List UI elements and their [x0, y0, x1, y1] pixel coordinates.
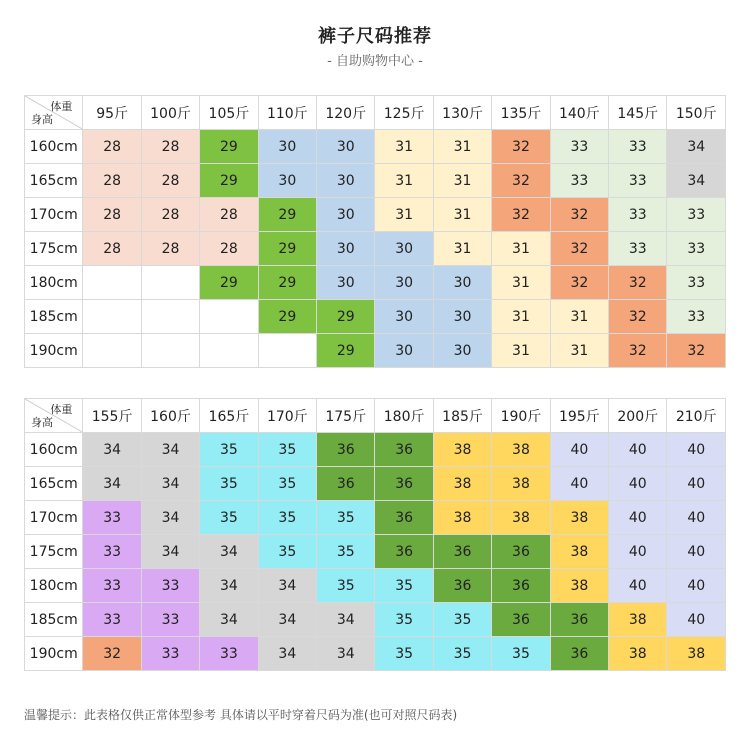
size-cell: 33 [200, 637, 258, 671]
size-cell: 28 [83, 198, 141, 232]
size-table-2 [24, 398, 726, 671]
size-cell: 32 [550, 232, 608, 266]
size-cell: 34 [317, 637, 375, 671]
size-cell: 28 [141, 130, 199, 164]
size-cell: 38 [667, 637, 726, 671]
size-cell: 40 [667, 603, 726, 637]
row-height-label: 180cm [25, 266, 83, 300]
size-cell: 34 [141, 535, 199, 569]
size-cell: 33 [609, 198, 667, 232]
size-cell: 35 [433, 603, 491, 637]
size-cell: 30 [375, 232, 433, 266]
column-header: 175斤 [317, 399, 375, 433]
table-row [25, 467, 726, 501]
row-height-label: 170cm [25, 198, 83, 232]
row-height-label: 160cm [25, 130, 83, 164]
corner-weight-label: 体重 [50, 100, 73, 113]
size-cell: 34 [667, 164, 726, 198]
size-cell: 30 [317, 232, 375, 266]
size-cell [83, 266, 141, 300]
size-cell: 32 [492, 164, 550, 198]
size-cell: 38 [492, 501, 550, 535]
size-cell: 29 [258, 232, 316, 266]
size-cell: 33 [83, 501, 141, 535]
size-cell: 35 [200, 467, 258, 501]
size-cell: 32 [83, 637, 141, 671]
table-row [25, 266, 726, 300]
table-row [25, 569, 726, 603]
size-cell: 34 [200, 603, 258, 637]
size-cell: 33 [667, 232, 726, 266]
size-cell: 40 [667, 501, 726, 535]
table-row [25, 164, 726, 198]
size-cell: 36 [317, 433, 375, 467]
table-row [25, 198, 726, 232]
size-cell: 30 [258, 164, 316, 198]
size-cell: 36 [492, 535, 550, 569]
size-cell: 31 [375, 164, 433, 198]
corner-height-label: 身高 [31, 416, 53, 429]
size-cell: 29 [200, 266, 258, 300]
size-cell: 33 [667, 266, 726, 300]
column-header: 200斤 [609, 399, 667, 433]
column-header: 105斤 [200, 96, 258, 130]
size-cell: 28 [200, 232, 258, 266]
header-row [25, 399, 726, 433]
size-cell: 33 [141, 569, 199, 603]
size-table-1 [24, 95, 726, 368]
size-cell: 38 [492, 467, 550, 501]
footer-note: 温馨提示：此表格仅供正常体型参考 具体请以平时穿着尺码为准(也可对照尺码表) [24, 708, 458, 722]
size-cell: 30 [317, 266, 375, 300]
table-row [25, 501, 726, 535]
size-cell: 31 [433, 164, 491, 198]
table-row [25, 535, 726, 569]
size-cell: 40 [550, 467, 608, 501]
size-cell: 31 [375, 130, 433, 164]
size-cell: 29 [317, 334, 375, 368]
size-cell: 33 [83, 569, 141, 603]
row-height-label: 160cm [25, 433, 83, 467]
size-cell: 36 [375, 501, 433, 535]
size-cell: 34 [258, 569, 316, 603]
size-cell: 32 [492, 198, 550, 232]
size-cell: 34 [141, 501, 199, 535]
column-header: 130斤 [433, 96, 491, 130]
size-cell [141, 266, 199, 300]
size-cell: 40 [609, 501, 667, 535]
column-header: 195斤 [550, 399, 608, 433]
row-height-label: 165cm [25, 467, 83, 501]
size-cell: 31 [433, 198, 491, 232]
size-cell: 32 [609, 300, 667, 334]
size-cell: 34 [258, 637, 316, 671]
size-cell: 34 [83, 433, 141, 467]
size-cell: 30 [317, 164, 375, 198]
size-cell: 38 [550, 569, 608, 603]
size-cell: 33 [83, 603, 141, 637]
size-cell: 28 [83, 232, 141, 266]
page-title: 裤子尺码推荐 [318, 26, 432, 47]
size-cell: 33 [609, 130, 667, 164]
size-cell [200, 300, 258, 334]
table-row [25, 232, 726, 266]
size-cell: 33 [667, 300, 726, 334]
size-cell: 30 [375, 300, 433, 334]
size-cell: 34 [258, 603, 316, 637]
size-cell: 35 [375, 603, 433, 637]
size-cell: 30 [375, 334, 433, 368]
size-cell: 35 [317, 501, 375, 535]
size-cell: 31 [433, 130, 491, 164]
column-header: 210斤 [667, 399, 726, 433]
column-header: 150斤 [667, 96, 726, 130]
row-height-label: 165cm [25, 164, 83, 198]
size-cell: 29 [258, 198, 316, 232]
size-cell: 30 [317, 130, 375, 164]
size-cell: 33 [550, 130, 608, 164]
column-header: 160斤 [141, 399, 199, 433]
size-cell: 36 [375, 433, 433, 467]
size-cell: 35 [258, 535, 316, 569]
size-cell [258, 334, 316, 368]
size-cell: 38 [609, 637, 667, 671]
header-row [25, 96, 726, 130]
size-cell: 29 [200, 164, 258, 198]
size-cell: 38 [433, 433, 491, 467]
size-cell: 32 [492, 130, 550, 164]
size-cell: 38 [550, 535, 608, 569]
size-cell: 36 [433, 569, 491, 603]
size-cell: 30 [433, 266, 491, 300]
size-cell: 34 [83, 467, 141, 501]
size-cell: 28 [83, 164, 141, 198]
size-cell: 35 [375, 569, 433, 603]
size-cell: 34 [141, 433, 199, 467]
column-header: 185斤 [433, 399, 491, 433]
size-cell: 31 [492, 232, 550, 266]
column-header: 140斤 [550, 96, 608, 130]
size-cell: 31 [550, 300, 608, 334]
size-cell: 35 [258, 501, 316, 535]
size-cell: 35 [317, 535, 375, 569]
size-cell: 40 [609, 433, 667, 467]
column-header: 145斤 [609, 96, 667, 130]
size-cell: 40 [667, 433, 726, 467]
size-cell: 31 [375, 198, 433, 232]
size-cell: 29 [200, 130, 258, 164]
size-cell: 31 [433, 232, 491, 266]
size-cell: 33 [550, 164, 608, 198]
row-height-label: 175cm [25, 535, 83, 569]
size-cell: 30 [433, 300, 491, 334]
size-cell: 30 [375, 266, 433, 300]
column-header: 180斤 [375, 399, 433, 433]
table-row [25, 334, 726, 368]
size-cell: 36 [550, 603, 608, 637]
corner-weight-label: 体重 [50, 403, 73, 416]
size-cell: 35 [433, 637, 491, 671]
size-cell: 40 [667, 467, 726, 501]
size-cell [200, 334, 258, 368]
size-cell: 34 [200, 535, 258, 569]
size-cell: 36 [375, 535, 433, 569]
size-cell: 35 [200, 501, 258, 535]
size-cell: 33 [667, 198, 726, 232]
row-height-label: 190cm [25, 334, 83, 368]
column-header: 165斤 [200, 399, 258, 433]
size-cell: 31 [492, 334, 550, 368]
size-cell: 36 [492, 603, 550, 637]
column-header: 100斤 [141, 96, 199, 130]
size-cell: 34 [200, 569, 258, 603]
size-cell: 40 [609, 569, 667, 603]
size-cell: 38 [550, 501, 608, 535]
row-height-label: 180cm [25, 569, 83, 603]
size-cell: 35 [200, 433, 258, 467]
size-cell: 32 [609, 266, 667, 300]
size-cell: 32 [550, 198, 608, 232]
size-cell: 29 [317, 300, 375, 334]
size-cell [141, 300, 199, 334]
size-cell [141, 334, 199, 368]
size-cell: 36 [375, 467, 433, 501]
size-cell [83, 334, 141, 368]
size-cell: 31 [550, 334, 608, 368]
size-cell: 35 [375, 637, 433, 671]
size-cell: 28 [141, 198, 199, 232]
size-cell: 38 [433, 467, 491, 501]
size-cell: 40 [609, 467, 667, 501]
size-cell: 28 [141, 232, 199, 266]
size-cell: 36 [550, 637, 608, 671]
column-header: 120斤 [317, 96, 375, 130]
size-cell: 32 [609, 334, 667, 368]
size-cell: 34 [141, 467, 199, 501]
size-cell: 29 [258, 266, 316, 300]
size-cell: 29 [258, 300, 316, 334]
size-cell: 35 [317, 569, 375, 603]
column-header: 125斤 [375, 96, 433, 130]
size-cell: 40 [609, 535, 667, 569]
corner-cell [25, 96, 83, 130]
size-cell: 32 [550, 266, 608, 300]
size-cell: 35 [258, 433, 316, 467]
size-cell: 34 [667, 130, 726, 164]
size-cell: 38 [609, 603, 667, 637]
size-cell: 30 [433, 334, 491, 368]
size-cell: 28 [83, 130, 141, 164]
size-cell: 36 [433, 535, 491, 569]
size-cell: 35 [492, 637, 550, 671]
size-cell: 36 [492, 569, 550, 603]
size-cell: 31 [492, 266, 550, 300]
table-row [25, 637, 726, 671]
size-cell: 33 [141, 603, 199, 637]
row-height-label: 185cm [25, 300, 83, 334]
page-subtitle: - 自助购物中心 - [327, 54, 423, 69]
size-cell: 34 [317, 603, 375, 637]
row-height-label: 175cm [25, 232, 83, 266]
size-cell: 38 [433, 501, 491, 535]
corner-cell [25, 399, 83, 433]
size-cell: 28 [200, 198, 258, 232]
size-table-2-wrap [24, 398, 726, 671]
size-cell: 31 [492, 300, 550, 334]
column-header: 155斤 [83, 399, 141, 433]
column-header: 190斤 [492, 399, 550, 433]
size-cell: 33 [609, 164, 667, 198]
table-row [25, 603, 726, 637]
size-cell: 40 [550, 433, 608, 467]
table-row [25, 300, 726, 334]
corner-height-label: 身高 [31, 113, 53, 126]
table-row [25, 130, 726, 164]
size-cell: 38 [492, 433, 550, 467]
size-cell: 33 [83, 535, 141, 569]
row-height-label: 185cm [25, 603, 83, 637]
size-table-1-wrap [24, 95, 726, 368]
table-row [25, 433, 726, 467]
size-cell: 30 [258, 130, 316, 164]
column-header: 135斤 [492, 96, 550, 130]
size-cell: 35 [258, 467, 316, 501]
size-cell: 30 [317, 198, 375, 232]
size-cell: 36 [317, 467, 375, 501]
column-header: 95斤 [83, 96, 141, 130]
size-cell: 32 [667, 334, 726, 368]
column-header: 170斤 [258, 399, 316, 433]
column-header: 110斤 [258, 96, 316, 130]
size-cell: 40 [667, 569, 726, 603]
row-height-label: 190cm [25, 637, 83, 671]
size-cell: 40 [667, 535, 726, 569]
size-cell: 33 [141, 637, 199, 671]
size-cell: 28 [141, 164, 199, 198]
row-height-label: 170cm [25, 501, 83, 535]
size-cell: 33 [609, 232, 667, 266]
size-cell [83, 300, 141, 334]
